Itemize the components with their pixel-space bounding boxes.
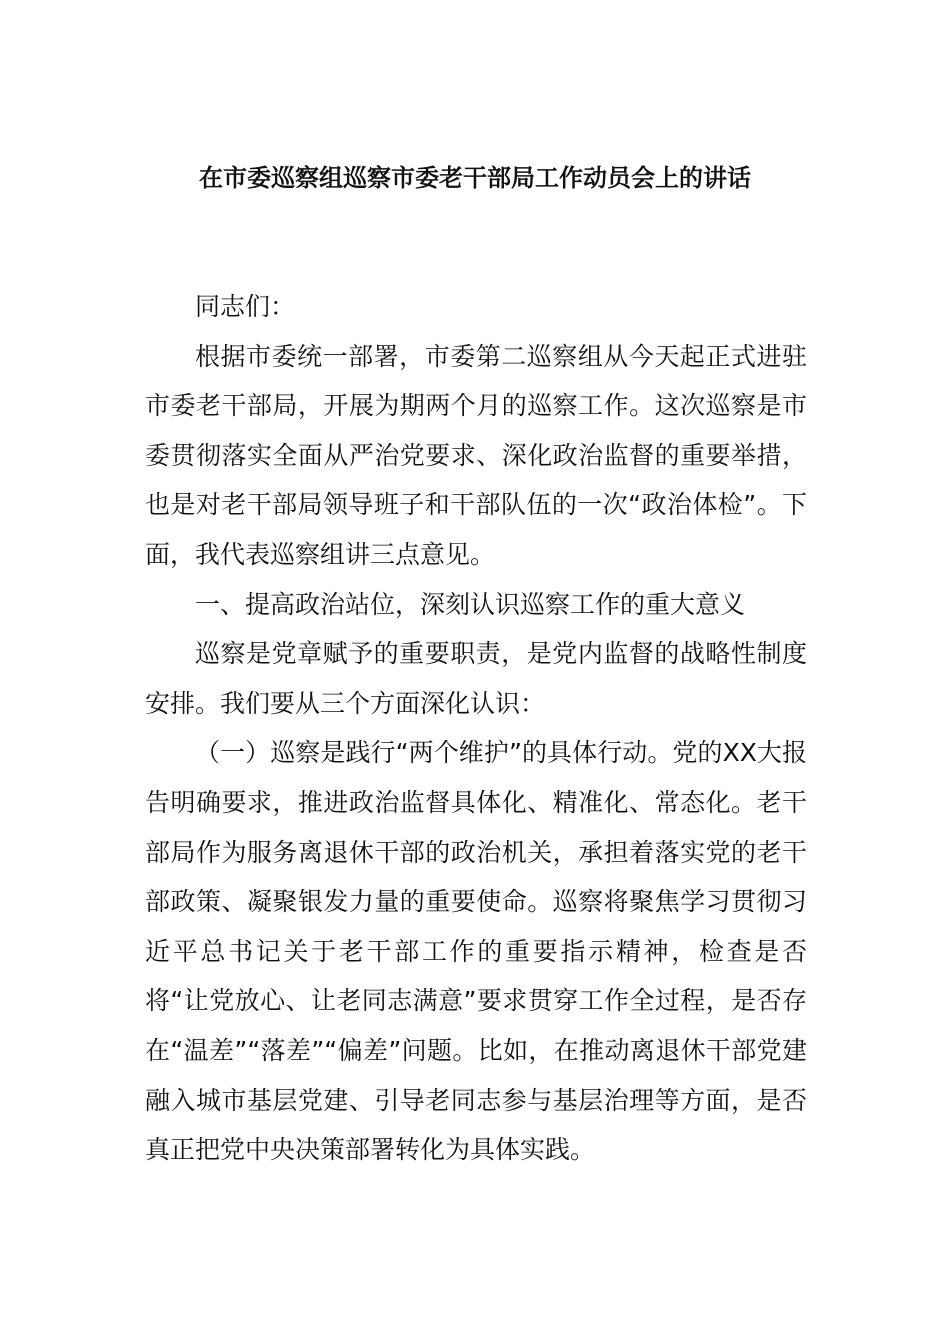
document-title: 在市委巡察组巡察市委老干部局工作动员会上的讲话 [199,164,751,192]
intro-paragraph: 根据市委统一部署，市委第二巡察组从今天起正式进驻市委老干部局，开展为期两个月的巡察工作。这次巡察是市委贯彻落实全面从严治党要求、深化政治监督的重要举措，也是对老干部局领导班子和干部队伍的一次“政治体检”。下面，我代表巡察组讲三点意见。 [145,341,807,569]
salutation-paragraph: 同志们： [195,292,296,321]
section-heading-1: 一、提高政治站位，深刻认识巡察工作的重大意义 [195,589,746,619]
subsection-1-paragraph: （一）巡察是践行“两个维护”的具体行动。党的XX大报告明确要求，推进政治监督具体化、精准化、常态化。老干部局作为服务离退休干部的政治机关，承担着落实党的老干部政策、凝聚银发力量的重要使命。巡察将聚焦学习贯彻习近平总书记关于老干部工作的重要指示精神，检查是否将“让党放心、让老同志满意”要求贯穿工作全过程，是否存在“温差”“落差”“偏差”问题。比如，在推动离退休干部党建融入城市基层党建、引导老同志参与基层治理等方面，是否真正把党中央决策部署转化为具体实践。 [145,738,807,1165]
document-body [145,282,807,1175]
section-1-paragraph: 巡察是党章赋予的重要职责，是党内监督的战略性制度安排。我们要从三个方面深化认识： [145,639,807,718]
